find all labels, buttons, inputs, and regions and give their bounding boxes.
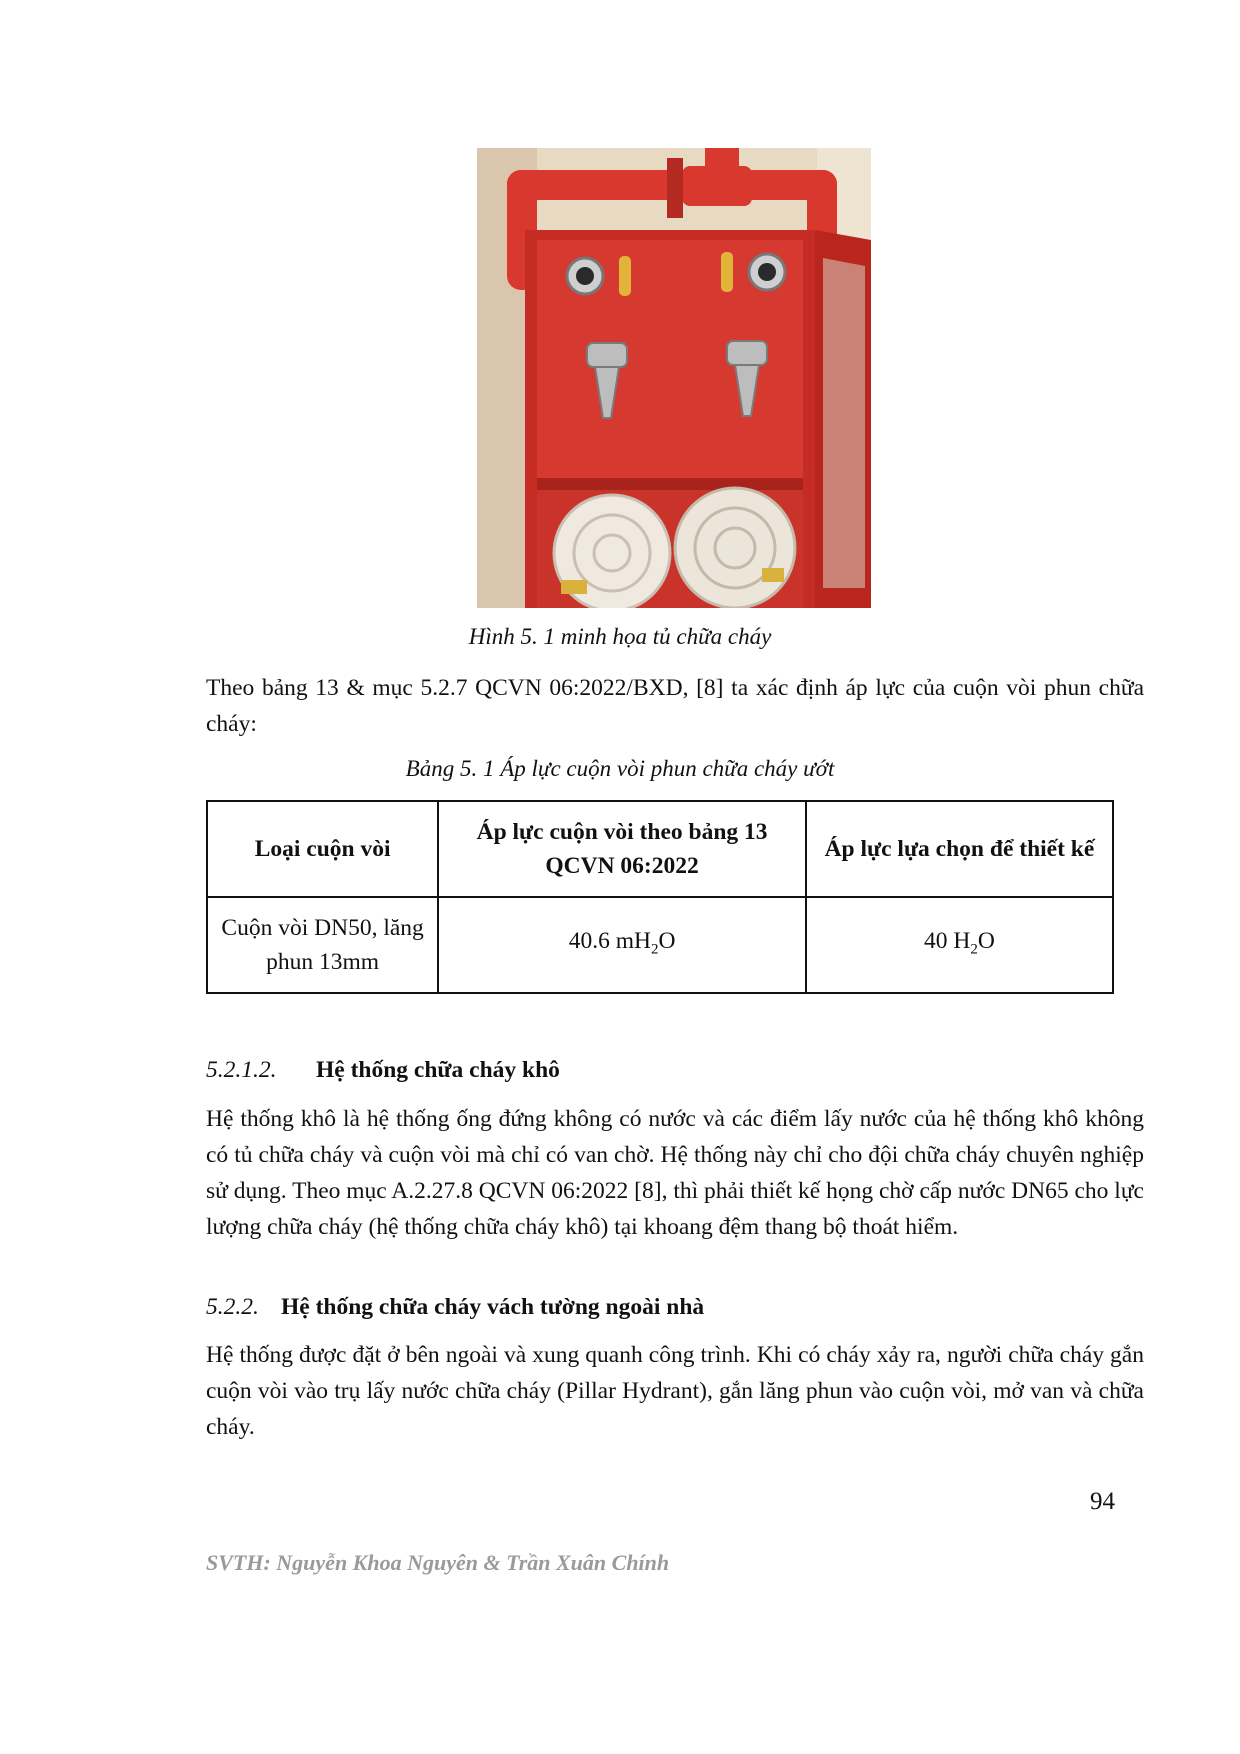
section-number: 5.2.1.2. xyxy=(206,1057,277,1083)
pressure-table xyxy=(206,800,1114,994)
fire-cabinet-photo xyxy=(477,148,871,608)
outdoor-system-paragraph: Hệ thống được đặt ở bên ngoài và xung quanh công trình. Khi có cháy xảy ra, người chữa cháy gắn cuộn vòi vào trụ lấy nước chữa cháy (Pillar Hydrant), gắn lăng phun vào cuộn vòi, mở van và chữa cháy. xyxy=(206,1342,1144,1440)
section-heading-outdoor xyxy=(206,1294,704,1321)
table-caption: Bảng 5. 1 Áp lực cuộn vòi phun chữa cháy ướt xyxy=(405,756,835,781)
section-heading-dry xyxy=(206,1057,560,1084)
table-header-design: Áp lực lựa chọn để thiết kế xyxy=(806,801,1113,897)
table-header-row xyxy=(207,801,1113,897)
cell-design-pressure: 40 $H_2O$ xyxy=(806,897,1113,993)
section-title: Hệ thống chữa cháy vách tường ngoài nhà xyxy=(281,1294,705,1320)
table-row xyxy=(207,897,1113,993)
cell-hose-type: Cuộn vòi DN50, lăng phun 13mm xyxy=(207,897,438,993)
dry-system-paragraph: Hệ thống khô là hệ thống ống đứng không có nước và các điểm lấy nước của hệ thống khô không có tủ chữa cháy và cuộn vòi mà chỉ có van chờ. Hệ thống này chỉ cho đội chữa cháy chuyên nghiệp sử dụng. Theo mục A.2.27.8 QCVN 06:2022 [8], thì phải thiết kế họng chờ cấp nước DN65 cho lực lượng chữa cháy (hệ thống chữa cháy khô) tại khoang đệm thang bộ thoát hiểm. xyxy=(206,1106,1144,1240)
figure-caption: Hình 5. 1 minh họa tủ chữa cháy xyxy=(468,624,772,649)
intro-paragraph: Theo bảng 13 & mục 5.2.7 QCVN 06:2022/BXD, [8] ta xác định áp lực của cuộn vòi phun chữa cháy: xyxy=(206,675,1144,737)
fire-cabinet-illustration xyxy=(477,148,871,608)
table-header-type: Loại cuộn vòi xyxy=(207,801,438,897)
section-number: 5.2.2. xyxy=(206,1294,259,1320)
footer-authors: SVTH: Nguyễn Khoa Nguyên & Trần Xuân Chính xyxy=(206,1550,670,1575)
section-title: Hệ thống chữa cháy khô xyxy=(316,1057,560,1083)
page-number: 94 xyxy=(1090,1488,1115,1515)
cell-pressure: 40.6 $mH_2O$ xyxy=(438,897,806,993)
table-header-pressure: Áp lực cuộn vòi theo bảng 13 QCVN 06:2022 xyxy=(438,801,806,897)
